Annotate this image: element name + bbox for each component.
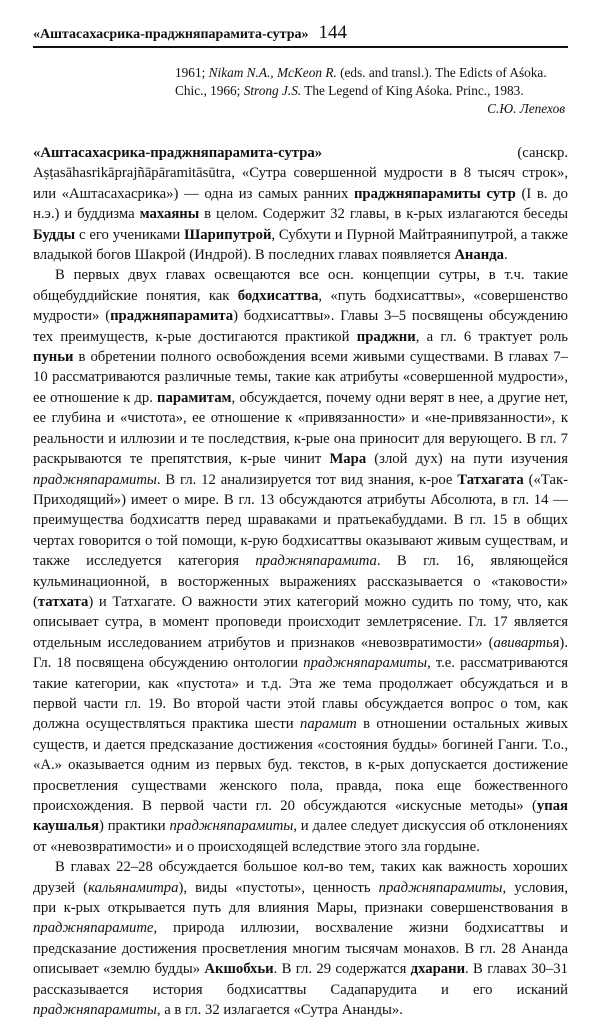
text-run: . В гл. 16, являющейся кульминационной, в восторженных выражениях рассказывается о «таковости» (	[33, 553, 569, 610]
text-run: . В гл. 29 содержатся	[273, 961, 411, 978]
reference-text: The Legend of King Aśoka. Princ., 1983.	[301, 83, 524, 98]
page-number: 144	[318, 22, 348, 43]
text-run: , «путь бодхисаттвы», «совершенство мудрости» (	[33, 287, 568, 325]
reference-line-2	[175, 82, 565, 100]
italic-term: праджняпарамита	[255, 553, 377, 570]
text-run: , а в гл. 32 излагается «Сутра Ананды».	[156, 1002, 403, 1019]
text-run: я). Гл. 18 посвящена обсуждению онтологии	[33, 634, 568, 672]
running-title: «Аштасахасрика-праджняпарамита-сутра»	[33, 27, 309, 42]
text-run: ) практики	[99, 818, 170, 835]
text-run: В главах 22–28 обсуждается большое кол-во тем, таких как важность хороших друзей (	[33, 859, 568, 896]
italic-term: праджняпарамиты	[378, 879, 503, 896]
reference-line-1	[175, 64, 565, 82]
paragraph-3	[33, 857, 568, 1020]
bold-term: пуньи	[33, 349, 74, 366]
text-run: ), виды «пустоты», ценность	[178, 879, 379, 896]
text-run: , т.е. рассматриваются такие категории, как «пустота» и т.д. Эта же тема продолжает обсуждаться и в первой части гл. 19. Во второй части этой главы обсуждается вопрос о том, как должна осуществляться практика шести	[33, 655, 568, 733]
text-run: , природа иллюзии, восхваление жизни бодхисаттвы и предсказание достижения просветления многим тысячам монахов. В гл. 28 Ананда описывает «землю будды»	[33, 920, 568, 978]
text-run: , условия, при к-рых открывается путь для влияния Мары, признаки совершенствования в	[33, 879, 568, 917]
bold-term: праджни	[356, 328, 416, 345]
italic-term: кальянамитра	[88, 879, 179, 896]
paragraph-1	[33, 143, 568, 265]
text-run: , Субхути и Пурной Майтраянипутрой, а также владыкой богов Шакрой (Индрой). В последних главах появляется	[33, 226, 568, 264]
italic-term: праджняпарамиты	[33, 471, 157, 488]
bold-term: упая каушалья	[33, 798, 568, 835]
bold-term: Шарипутрой	[184, 226, 272, 243]
bold-term: Будды	[33, 226, 76, 243]
text-run: В первых двух главах освещаются все осн. концепции сутры, в т.ч. такие общебуддийские понятия, как	[33, 267, 568, 304]
article-author: С.Ю. Лепехов	[487, 101, 565, 116]
running-header	[33, 22, 568, 48]
italic-term: авиварть	[493, 634, 553, 651]
text-run: (санскр. Aṣṭasāhasrikāprajñāpāramitāsūtra, «Сутра совершенной мудрости в 8 тысяч строк», или «Аштасахасрика») — одна из самых ранних	[33, 145, 568, 202]
reference-text: (eds. and transl.). The Edicts of Aśoka.	[336, 65, 547, 80]
text-run: , обсуждается, почему одни верят в нее, а другие нет, ее глубина и «чистота», ее отношение к «привязанности» и «не-привязанности», к реальности и иллюзии и те последствия, к-рые она приносит для верующего. В гл. 7 раскрываются те препятствия, к-рые чинит	[33, 389, 568, 468]
bold-term: Татхагата	[457, 471, 524, 488]
text-run: (I в. до н.э.) и буддизма	[33, 185, 568, 223]
bold-term: дхарани	[410, 961, 466, 978]
text-run: , и далее следует дискуссия об отклонениях от «невозвратимости» и о происходящей вследствие этого зла гордыне.	[33, 818, 568, 855]
bold-term: праджняпарамита	[110, 308, 234, 325]
bold-term: праджняпарамиты сутр	[353, 185, 516, 202]
italic-term: праджняпарамиты	[33, 1002, 157, 1019]
text-run: ) и Татхагате. О важности этих категорий можно судить по тому, что, как описывает сутра, в момент проповеди происходит землетрясение. Гл. 17 является отдельным исследованием атрибутов и признаков «невозвратимости» (	[33, 593, 568, 651]
italic-term: праджняпарамите	[33, 920, 154, 937]
bold-term: татхата	[37, 593, 89, 610]
italic-term: парамит	[300, 716, 357, 733]
bold-term: Акшобхьи	[204, 961, 274, 978]
text-run: .	[503, 247, 508, 264]
text-run: (злой дух) на пути изучения	[366, 451, 568, 468]
text-run: с его учениками	[75, 226, 185, 243]
bold-term: Мара	[329, 451, 367, 468]
italic-term: праджняпарамиты	[303, 655, 428, 672]
bold-term: бодхисаттва	[237, 287, 319, 304]
reference-author: Strong J.S.	[243, 83, 302, 98]
text-run: . В главах 30–31 рассказывается история бодхисаттвы Садапарудита и его исканий	[33, 961, 568, 998]
text-run: в обретении полного освобождения всеми живыми существами. В главах 7–10 рассматриваются различные темы, такие как атрибуты «совершенной мудрости», ее отношение к др.	[33, 349, 568, 406]
text-run: . В гл. 12 анализируется тот вид знания, к-рое	[156, 471, 458, 488]
text-run: ) бодхисаттвы». Главы 3–5 посвящены обсуждению тех преимуществ, к-рые достигаются практикой	[33, 308, 568, 345]
references-block	[175, 64, 565, 118]
bold-term: махаяны	[139, 206, 200, 223]
text-run: , а гл. 6 трактует роль	[415, 328, 568, 345]
text-run: («Так-Приходящий») имеет о мире. В гл. 13 обсуждаются атрибуты Абсолюта, в гл. 14 — преимущества бодхисаттв перед шраваками и пратьекабуддами. В гл. 15 в общих чертах говорится о той помощи, к-рую бодхисаттвы оказывают живым существам, и также исследуется категория	[33, 471, 568, 570]
text-run: в целом. Содержит 32 главы, в к-рых излагаются беседы	[199, 206, 568, 223]
bold-term: Ананда	[454, 247, 504, 264]
article-body	[33, 143, 568, 1020]
reference-author: Nikam N.A., McKeon R.	[208, 65, 337, 80]
bold-term: «Аштасахасрика-праджняпарамита-сутра»	[33, 145, 323, 161]
reference-text: 1961;	[175, 65, 209, 80]
bold-term: парамитам	[157, 389, 232, 406]
text-run: в отношении остальных живых существ, и дается предсказание достижения «состояния будды» богиней Ганги. Т.о., «А.» оказывается одним из первых буд. текстов, в к-рых допускается достижение просветления существами женского пола, правда, пока еще божественного происхождения. В первой части гл. 20 обсуждаются «искусные методы» (	[33, 716, 568, 814]
paragraph-2	[33, 265, 568, 857]
reference-text: Chic., 1966;	[175, 83, 244, 98]
italic-term: праджняпарамиты	[169, 818, 294, 835]
